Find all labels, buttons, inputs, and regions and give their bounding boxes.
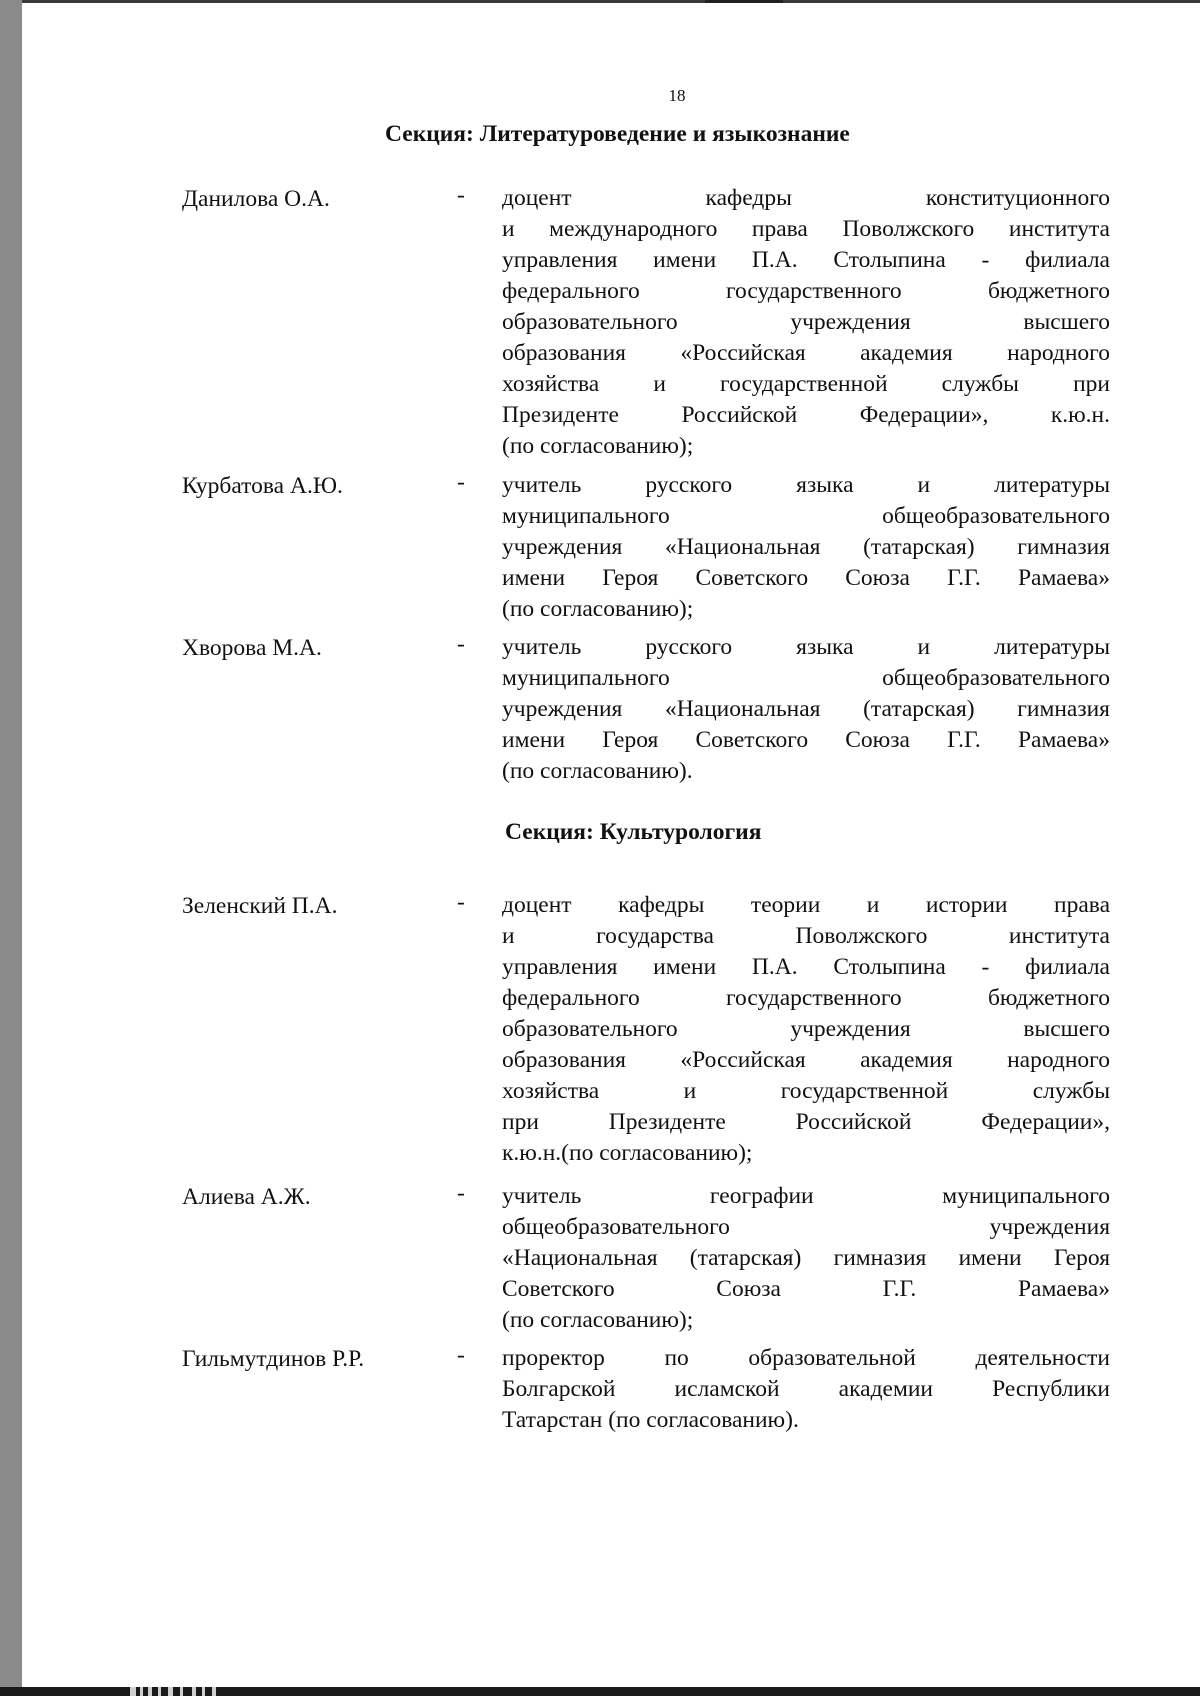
entry-name: Курбатова А.Ю. — [182, 473, 343, 499]
description-line: образования «Российская академия народного — [502, 1047, 1110, 1073]
description-line: общеобразовательного учреждения — [502, 1214, 1110, 1240]
entry-description — [502, 1343, 1110, 1436]
entry-description — [502, 1181, 1110, 1336]
entry-name: Гильмутдинов Р.Р. — [182, 1346, 365, 1372]
page-number: 18 — [668, 86, 686, 105]
description-line: (по согласованию); — [502, 596, 694, 622]
description-line: Болгарской исламской академии Республики — [502, 1376, 1110, 1402]
entry-name: Зеленский П.А. — [182, 893, 338, 919]
entry-dash: - — [457, 889, 465, 915]
entry-description — [502, 183, 1110, 462]
description-line: (по согласованию). — [502, 758, 693, 784]
entry-description — [502, 632, 1110, 787]
description-line: учитель географии муниципального — [502, 1183, 1110, 1209]
section-heading: Секция: Культурология — [505, 819, 762, 845]
description-line: Татарстан (по согласованию). — [502, 1407, 799, 1433]
description-line: образовательного учреждения высшего — [502, 1016, 1110, 1042]
description-line: доцент кафедры теории и истории права — [502, 892, 1110, 918]
description-line: хозяйства и государственной службы — [502, 1078, 1110, 1104]
description-line: и международного права Поволжского института — [502, 216, 1110, 242]
description-line: имени Героя Советского Союза Г.Г. Рамаева» — [502, 727, 1110, 753]
scan-bottom-edge — [0, 1687, 1200, 1696]
entry-dash: - — [457, 631, 465, 657]
entry-description — [502, 890, 1110, 1169]
description-line: управления имени П.А. Столыпина - филиала — [502, 247, 1110, 273]
description-line: к.ю.н.(по согласованию); — [502, 1140, 753, 1166]
entry-name: Хворова М.А. — [182, 635, 322, 661]
description-line: (по согласованию); — [502, 1307, 694, 1333]
description-line: муниципального общеобразовательного — [502, 665, 1110, 691]
description-line: при Президенте Российской Федерации», — [502, 1109, 1110, 1135]
description-line: федерального государственного бюджетного — [502, 278, 1110, 304]
description-line: муниципального общеобразовательного — [502, 503, 1110, 529]
entry-dash: - — [457, 1180, 465, 1206]
description-line: Президенте Российской Федерации», к.ю.н. — [502, 402, 1110, 428]
description-line: учитель русского языка и литературы — [502, 634, 1110, 660]
entry-description — [502, 470, 1110, 625]
description-line: учитель русского языка и литературы — [502, 472, 1110, 498]
description-line: имени Героя Советского Союза Г.Г. Рамаева» — [502, 565, 1110, 591]
document-page — [22, 3, 1200, 1687]
description-line: управления имени П.А. Столыпина - филиала — [502, 954, 1110, 980]
entry-dash: - — [457, 1342, 465, 1368]
section-heading: Секция: Литературоведение и языкознание — [385, 121, 850, 147]
entry-dash: - — [457, 469, 465, 495]
entry-name: Алиева А.Ж. — [182, 1184, 311, 1210]
description-line: федерального государственного бюджетного — [502, 985, 1110, 1011]
description-line: учреждения «Национальная (татарская) гимназия — [502, 534, 1110, 560]
description-line: образовательного учреждения высшего — [502, 309, 1110, 335]
description-line: и государства Поволжского института — [502, 923, 1110, 949]
description-line: доцент кафедры конституционного — [502, 185, 1110, 211]
description-line: Советского Союза Г.Г. Рамаева» — [502, 1276, 1110, 1302]
description-line: образования «Российская академия народного — [502, 340, 1110, 366]
description-line: учреждения «Национальная (татарская) гимназия — [502, 696, 1110, 722]
description-line: «Национальная (татарская) гимназия имени Героя — [502, 1245, 1110, 1271]
description-line: проректор по образовательной деятельности — [502, 1345, 1110, 1371]
entry-dash: - — [457, 182, 465, 208]
description-line: (по согласованию); — [502, 433, 694, 459]
entry-name: Данилова О.А. — [182, 186, 330, 212]
description-line: хозяйства и государственной службы при — [502, 371, 1110, 397]
